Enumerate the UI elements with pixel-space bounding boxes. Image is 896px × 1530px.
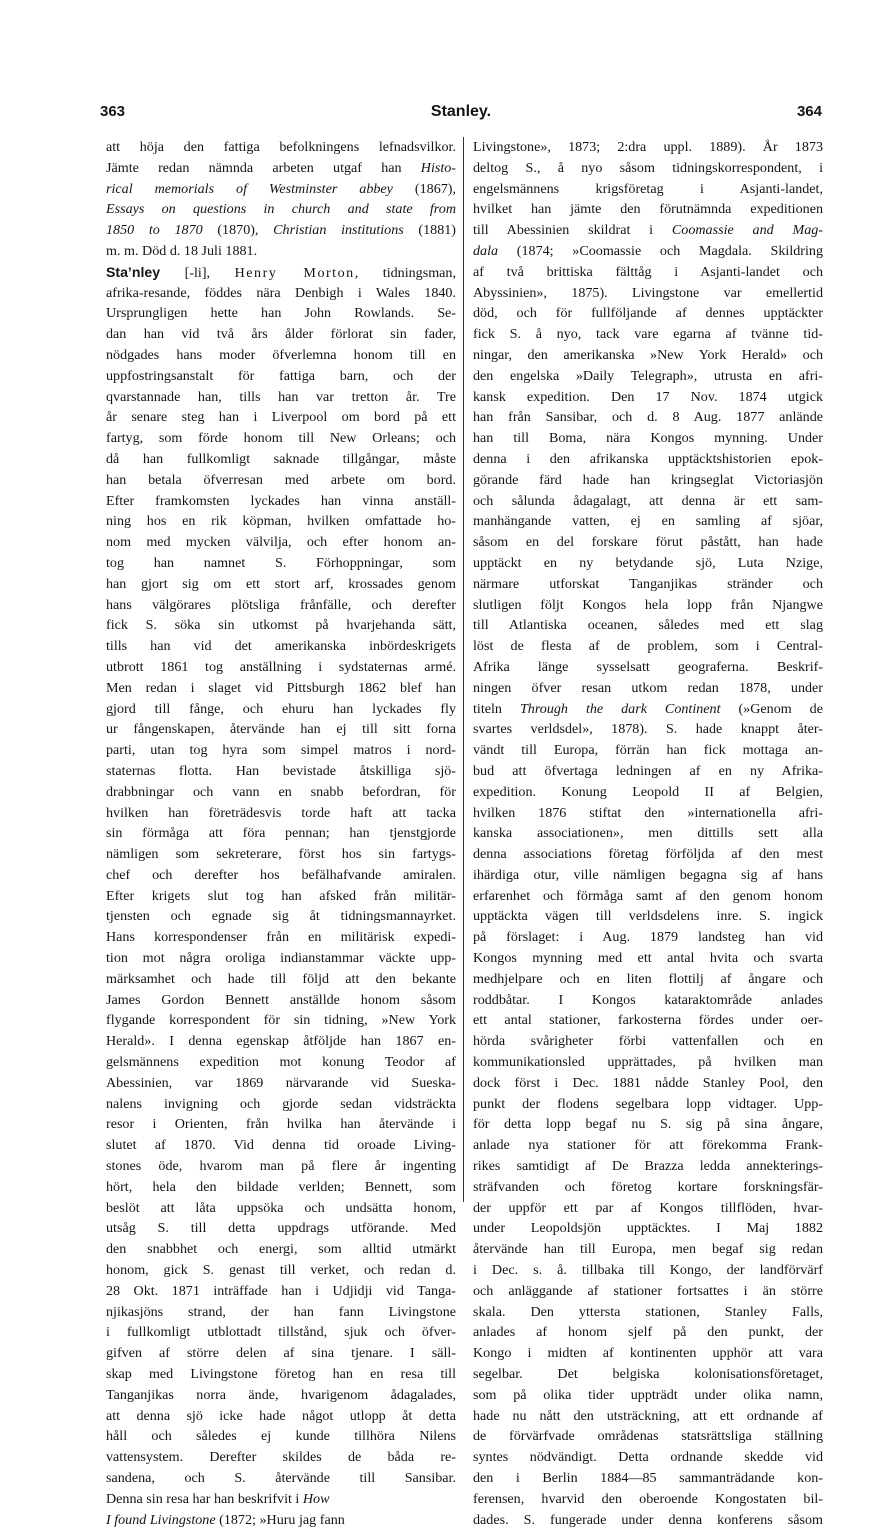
text-line: beslöt att låta uppsöka och undsätta honom, — [106, 1199, 456, 1216]
page-number-left: 363 — [100, 103, 126, 120]
text-line: nödgades hans moder öfverlemna honom till en — [106, 346, 456, 363]
headword: Sta’nley — [106, 263, 161, 280]
text-line: gjord till fånge, och ehuru han lyckades fly — [106, 700, 456, 717]
text-line: upptäckta vägen till verldsdelens inre. S. ingick — [473, 908, 823, 925]
text-line: qvarstannade han, tills han var tretton år. Tre — [106, 388, 456, 405]
text-line: Kongo i midten af kontinenten upphör att vara — [473, 1345, 823, 1362]
text-line: att höja den fattiga befolkningens lefnadsvilkor. — [106, 139, 456, 155]
text-line: chef och derefter hos befälhafvande amiralen. — [106, 866, 456, 883]
text-line: han betala öfverresan med arbete om bord. — [106, 471, 456, 488]
running-head: Stanley. — [430, 103, 492, 120]
text-line: gelsmännens expedition mot konung Teodor af — [106, 1054, 456, 1071]
text-line: rikes samtidigt af De Brazza ledda annekterings- — [473, 1158, 823, 1175]
text-line: der uppför ett par af Kongos tillflöden, hvar- — [473, 1199, 823, 1216]
text-line: på förslaget: i Aug. 1879 landsteg han vid — [473, 929, 823, 946]
text-line: fick S. söka sin utkomst på hvarjehanda sätt, — [106, 617, 456, 634]
text-line: under Leopoldsjön upptäcktes. I Maj 1882 — [473, 1220, 823, 1237]
text-line: manhängande vatten, ej en samling af sjöar, — [473, 513, 823, 530]
text-line: sträfvanden och företog kortare forskningsfär- — [473, 1178, 823, 1195]
text-line: gifven af större delen af sina tjenare. I säll- — [106, 1345, 456, 1362]
text-line: och sålunda ådagalagt, att denna är ett sam- — [473, 492, 823, 509]
text-line: vändt till Europa, förrän han fick mottaga an- — [473, 742, 823, 759]
text-line: för detta lopp begaf nu S. sig på sina ångare, — [473, 1116, 823, 1133]
text-line: han till Boma, nära Kongos mynning. Under — [473, 430, 823, 447]
text-line: hvilken 1876 stiftat den »internationella afri- — [473, 804, 823, 821]
text-line: hört, hela den bildade verlden; Bennett, som — [106, 1178, 456, 1195]
text-line: nom med mycken välvilja, och efter honom an- — [106, 534, 456, 551]
right-column — [473, 137, 823, 1530]
text-line: till Atlantiska oceanen, således med ett slag — [473, 617, 823, 634]
text-line: fartyg, som förde honom till New Orleans; och — [106, 430, 456, 447]
column-divider — [463, 137, 464, 1202]
text-line: Men redan i slaget vid Pittsburgh 1862 blef han — [106, 679, 456, 696]
page-header — [100, 103, 822, 127]
text-line: Abyssinien», 1875). Livingstone var emellertid — [473, 284, 823, 301]
text-line: 28 Okt. 1871 inträffade han i Udjidji vid Tanga- — [106, 1282, 456, 1299]
text-line: ningen öfver resan utkom redan 1878, under — [473, 679, 823, 696]
text-line: de förvärfvade områdenas statsrättsliga ställning — [473, 1428, 823, 1445]
text-line: sandena, och S. återvände till Sansibar. — [106, 1470, 456, 1486]
text-line: som på olika tider uppträdt under olika namn, — [473, 1386, 823, 1403]
text-line: hans välgörares plötsliga frånfälle, och derefter — [106, 596, 456, 613]
text-line: kommunikationsled upprättades, på hvilken man — [473, 1054, 823, 1071]
text-line: Tanganjikas norra ände, hvarigenom ådagalades, — [106, 1386, 456, 1403]
text-line: medhjelpare och en liten flottilj af ångare och — [473, 970, 823, 987]
text-line: Jämte redan nämnda arbeten utgaf han Histo- — [106, 159, 456, 176]
text-line: hörda svårigheter förbi vattenfallen och en — [473, 1033, 823, 1050]
text-line: han gjort sig om ett stort arf, krossades genom — [106, 575, 456, 592]
text-line: segelbar. Det belgiska kolonisationsföretaget, — [473, 1366, 823, 1383]
text-line: anlades af honom sjelf på den punkt, der — [473, 1324, 823, 1341]
text-line: upptäckt en ny betydande sjö, Luta Nzige, — [473, 554, 823, 571]
text-line: Essays on questions in church and state from — [106, 201, 456, 218]
text-line: såsom en del forskare förut påstått, han hade — [473, 534, 823, 551]
text-line: 1850 to 1870 (1870), Christian institutions (1881) — [106, 222, 456, 239]
text-line: kanska associationen», men dittills sett alla — [473, 825, 823, 842]
text-line: Sta’nley [-li], Henry Morton, tidningsman, — [106, 263, 456, 281]
text-line: ihärdiga otur, ville nämligen begagna sig af hans — [473, 866, 823, 883]
text-line: Kongos mynning med ett antal hvita och svarta — [473, 950, 823, 967]
text-line: i fullkomligt utblottadt tillstånd, sjuk och öfver- — [106, 1324, 456, 1341]
text-line: titeln Through the dark Continent (»Genom de — [473, 700, 823, 717]
text-line: nämligen som sekreterare, först hos sin fartygs- — [106, 846, 456, 863]
text-line: den engelska »Daily Telegraph», utrusta en afri- — [473, 367, 823, 384]
text-line: Ursprungligen hette han John Rowlands. Se- — [106, 305, 456, 322]
text-line: Hans korrespondenser från en militärisk expedi- — [106, 929, 456, 946]
text-line: dan han vid två års ålder förlorat sin fader, — [106, 326, 456, 343]
text-line: Efter krigets slut tog han afsked från militär- — [106, 887, 456, 904]
text-line: svartes verldsdel», 1878). S. hade knappt åter- — [473, 721, 823, 738]
text-line: sin förmåga att föra pennan; han tjenstgjorde — [106, 825, 456, 842]
text-line: i Dec. s. å. tillbaka till Kongo, der landförvärf — [473, 1262, 823, 1279]
text-line: slutligen följt Kongos hela lopp från Njangwe — [473, 596, 823, 613]
text-line: hade nu nått den utsträckning, att ett ordnande af — [473, 1407, 823, 1424]
text-line: görande färd hade han kringseglat Victoriasjön — [473, 471, 823, 488]
text-line: att denna sjö icke hade något utlopp åt detta — [106, 1407, 456, 1424]
text-line: närmare utforskat Tanganjikas stränder och — [473, 575, 823, 592]
text-line: punkt der flodens segelbara lopp vidtager. Upp- — [473, 1095, 823, 1112]
text-line: denna associations företag förföljda af den mest — [473, 846, 823, 863]
text-line: den snabbhet och energi, som alltid utmärkt — [106, 1241, 456, 1258]
text-line: återvände han till Europa, men begaf sig redan — [473, 1241, 823, 1258]
text-line: syntes nödvändigt. Detta ordnande skedde vid — [473, 1449, 823, 1466]
text-line: tills han vid det amerikanska inbördeskrigets — [106, 638, 456, 655]
text-line: m. m. Död d. 18 Juli 1881. — [106, 242, 258, 259]
text-line: slutet af 1870. Vid denna tid oroade Living- — [106, 1137, 456, 1154]
text-line: då han fullkomligt saknade tillgångar, måste — [106, 450, 456, 467]
text-line: han från Sansibar, och d. 8 Aug. 1877 anlände — [473, 409, 823, 426]
text-line: hvilket han jämte den förutnämnda expeditionen — [473, 201, 823, 218]
text-line: ett antal stationer, farkosterna fördes under oer- — [473, 1012, 823, 1029]
text-line: anlade nya stationer för att förekomma Frank- — [473, 1137, 823, 1154]
headword-given-names: Henry Morton — [234, 264, 355, 281]
text-line: vattensystem. Derefter skildes de båda re- — [106, 1449, 456, 1466]
text-line: fick S. å nyo, tack vare egarna af tvänne tid- — [473, 326, 823, 343]
text-line: deltog S., å nyo såsom tidningskorrespondent, i — [473, 159, 823, 176]
text-line: skap med Livingstone företog han en resa till — [106, 1366, 456, 1383]
text-line: roddbåtar. I Kongos kataraktområde anlades — [473, 991, 823, 1008]
text-line: dock först i Dec. 1881 nådde Stanley Pool, den — [473, 1074, 823, 1091]
text-line: den i Berlin 1884—85 sammanträdande kon- — [473, 1470, 823, 1486]
text-line: flygande korrespondent för sin tidning, »New York — [106, 1012, 456, 1029]
text-line: stones öde, hvarom man på flere år ingenting — [106, 1158, 456, 1175]
text-line: honom, gick S. genast till verket, och redan d. — [106, 1262, 456, 1279]
text-line: skala. Den yttersta stationen, Stanley Falls, — [473, 1303, 823, 1320]
text-line: märksamhet och hade till följd att den bekante — [106, 970, 456, 987]
text-line: till Abessinien skildrat i Coomassie and Mag- — [473, 222, 823, 239]
text-line: drabbningar och vann en snabb befordran, för — [106, 783, 456, 800]
text-line: parti, utan tog hyra som simpel matros i nord- — [106, 742, 456, 759]
text-line: kansk expedition. Den 17 Nov. 1874 utgick — [473, 388, 823, 405]
text-line: Abessinien, var 1869 närvarande vid Sueska- — [106, 1074, 456, 1091]
text-line: afrika-resande, föddes nära Denbigh i Wales 1840. — [106, 284, 456, 301]
text-line: ning hos en rik köpman, hvilken omfattade ho- — [106, 513, 456, 530]
text-line: Livingstone», 1873; 2:dra uppl. 1889). År 1873 — [473, 139, 823, 155]
text-line: år senare steg han i Liverpool om bord på ett — [106, 409, 456, 426]
page-number-right: 364 — [796, 103, 822, 120]
text-line: dades. S. fungerade under denna konferens såsom — [473, 1511, 823, 1528]
text-line: död, och för fullföljande af dennes upptäckter — [473, 305, 823, 322]
text-line: och anläggande af stationer fortsattes i än större — [473, 1282, 823, 1299]
left-column — [106, 137, 456, 1530]
text-line: expedition. Konung Leopold II af Belgien, — [473, 783, 823, 800]
text-line: rical memorials of Westminster abbey (1867), — [106, 180, 456, 197]
text-line: Denna sin resa har han beskrifvit i How — [106, 1490, 330, 1507]
text-line: Afrika länge sysselsatt geograferna. Beskrif- — [473, 658, 823, 675]
text-line: utsåg S. till detta uppdrags utförande. Med — [106, 1220, 456, 1237]
text-line: staternas flotta. Han bevistade åtskilliga sjö- — [106, 762, 456, 779]
text-line: Efter framkomsten lyckades han vinna anställ- — [106, 492, 456, 509]
text-line: löst de flesta af de problem, som i Central- — [473, 638, 823, 655]
text-line: håll och således ej kunde tillhöra Nilens — [106, 1428, 456, 1445]
text-line: uppfostringsanstalt för fattiga barn, och der — [106, 367, 456, 384]
text-line: resor i Orienten, från hvilka han återvände i — [106, 1116, 456, 1133]
text-line: erfarenhet och förmåga samt af den genom honom — [473, 887, 823, 904]
text-line: af två brittiska fälttåg i Asjanti-landet och — [473, 263, 823, 280]
text-line: denna i den afrikanska upptäcktshistorien epok- — [473, 450, 823, 467]
text-line: tog han namnet S. Förhoppningar, som — [106, 554, 456, 571]
text-line: James Gordon Bennett anställde honom såsom — [106, 991, 456, 1008]
text-line: dala (1874; »Coomassie och Magdala. Skildring — [473, 242, 823, 259]
text-line: ur fångenskapen, återvände han ej till sitt forna — [106, 721, 456, 738]
text-line: engelsmännens krigsföretag i Asjanti-landet, — [473, 180, 823, 197]
text-line: njikasjöns strand, der han fann Livingstone — [106, 1303, 456, 1320]
text-line: tjensten och egnade sig åt tidningsmannayrket. — [106, 908, 456, 925]
text-line: tion mot några oroliga indianstammar väckte upp- — [106, 950, 456, 967]
text-line: bud att öfvertaga ledningen af en ny Afrika- — [473, 762, 823, 779]
text-line: Herald». I denna egenskap åtföljde han 1867 en- — [106, 1033, 456, 1050]
text-line: ningar, den amerikanska »New York Herald» och — [473, 346, 823, 363]
text-line: I found Livingstone (1872; »Huru jag fann — [106, 1511, 345, 1528]
text-line: ferensen, hvarvid den oberoende Kongostaten bil- — [473, 1490, 823, 1507]
text-line: nalens invigning och gjorde sedan vidsträckta — [106, 1095, 456, 1112]
text-line: hvilken han företrädesvis torde haft att tacka — [106, 804, 456, 821]
text-line: utbrott 1861 tog anställning i sydstaternas armé. — [106, 658, 456, 675]
